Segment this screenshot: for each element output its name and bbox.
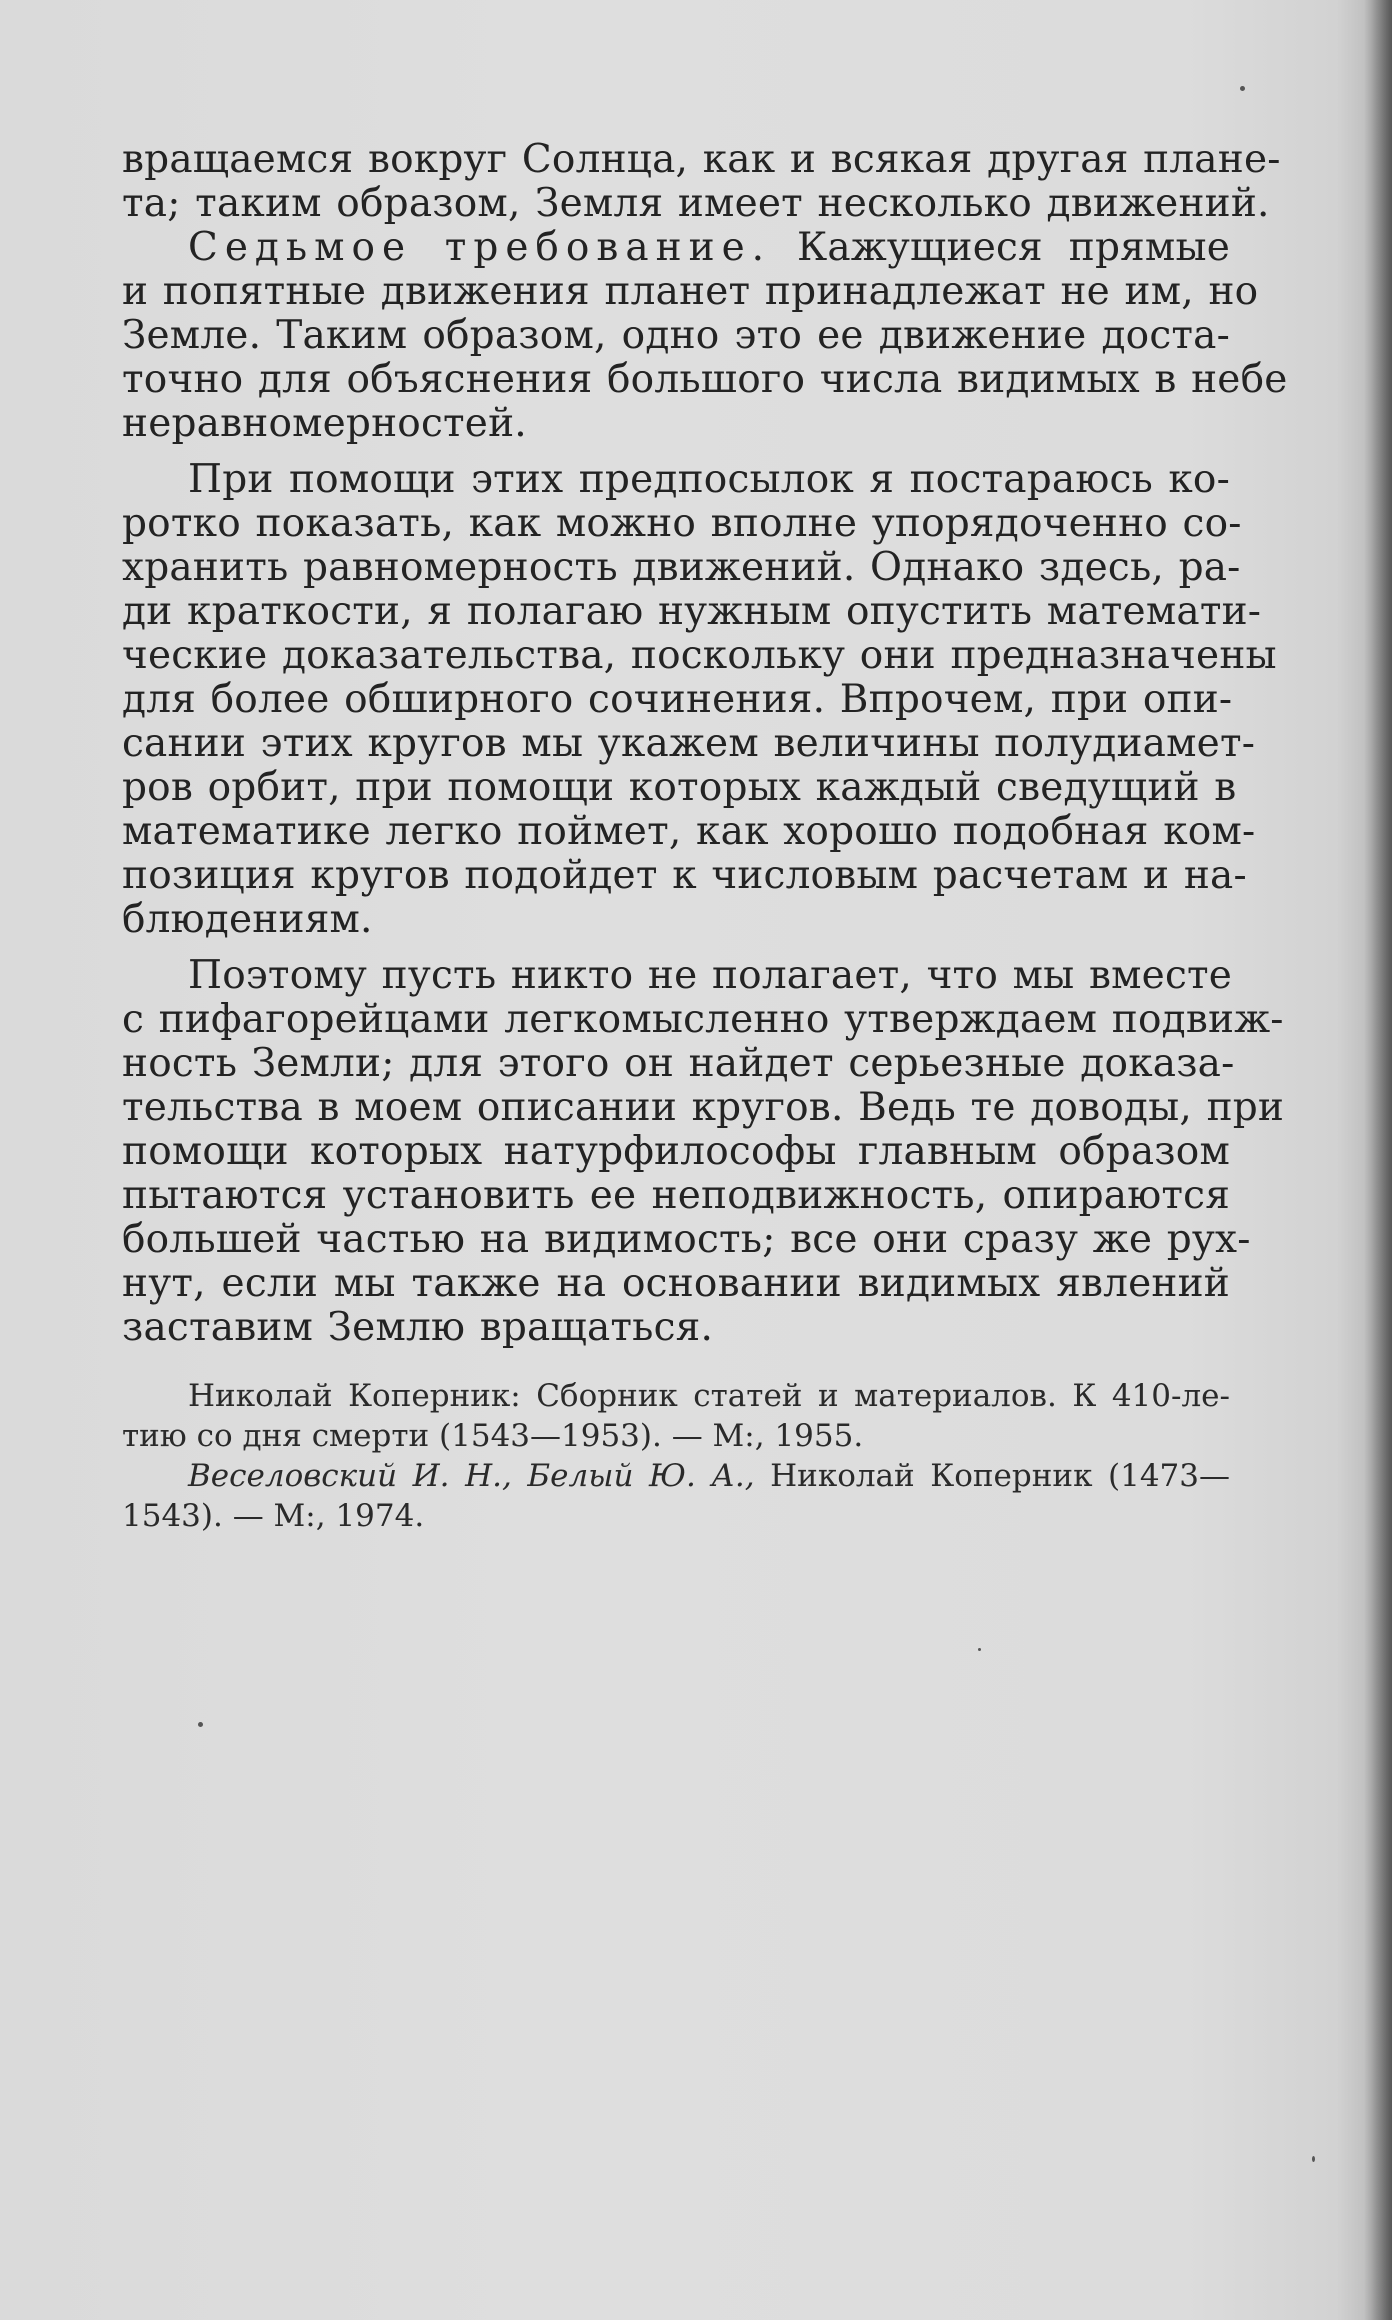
- text-line: ротко показать, как можно вполне упорядоченно со-: [122, 501, 1242, 546]
- text-line: блюдениям.: [122, 897, 373, 942]
- print-speck: [198, 1722, 203, 1727]
- text-line: сании этих кругов мы укажем величины полудиамет-: [122, 721, 1256, 766]
- text-line: ность Земли; для этого он найдет серьезные доказа-: [122, 1041, 1235, 1086]
- reference-2-line: 1543). — М:, 1974.: [122, 1498, 425, 1534]
- text-line: точно для объяснения большого числа видимых в небе: [122, 357, 1288, 402]
- page-edge-shadow: [1364, 0, 1392, 2320]
- text-line: [122, 226, 1230, 270]
- text-line: позиция кругов подойдет к числовым расчетам и на-: [122, 853, 1247, 898]
- print-speck: [1240, 86, 1245, 91]
- print-speck: [1312, 2156, 1315, 2162]
- text-line: хранить равномерность движений. Однако здесь, ра-: [122, 545, 1241, 590]
- spaced-heading: Седьмое требование.: [188, 225, 772, 270]
- text-line: и попятные движения планет принадлежат не им, но: [122, 269, 1259, 314]
- text-line: При помощи этих предпосылок я постараюсь ко-: [188, 457, 1230, 502]
- text-line: вращаемся вокруг Солнца, как и всякая другая плане-: [122, 137, 1281, 182]
- text-line: ров орбит, при помощи которых каждый сведущий в: [122, 765, 1237, 810]
- paragraph-4: [122, 953, 1285, 1350]
- text-line: помощи которых натурфилософы главным образом: [122, 1129, 1230, 1174]
- text-line: ческие доказательства, поскольку они предназначены: [122, 633, 1277, 678]
- reference-2-authors: Веселовский И. Н., Белый Ю. А.,: [188, 1458, 755, 1494]
- print-speck: [978, 1648, 981, 1651]
- text-line: Поэтому пусть никто не полагает, что мы вместе: [188, 953, 1233, 998]
- main-text: [122, 137, 1288, 1350]
- reference-1-line: тию со дня смерти (1543—1953). — М:, 1955.: [122, 1418, 864, 1454]
- text-line: ди краткости, я полагаю нужным опустить математи-: [122, 589, 1262, 634]
- text-line: Земле. Таким образом, одно это ее движение доста-: [122, 313, 1230, 358]
- paragraph-2: [122, 225, 1288, 446]
- text-line: для более обширного сочинения. Впрочем, при опи-: [122, 677, 1233, 722]
- references: [122, 1376, 1230, 1536]
- text-line: та; таким образом, Земля имеет несколько движений.: [122, 181, 1270, 226]
- text-line: заставим Землю вращаться.: [122, 1305, 714, 1350]
- paragraph-3: [122, 457, 1277, 942]
- text-line: большей частью на видимость; все они сразу же рух-: [122, 1217, 1251, 1262]
- heading-rest: Кажущиеся прямые: [797, 225, 1230, 270]
- text-line: нут, если мы также на основании видимых явлений: [122, 1261, 1230, 1306]
- paragraph-1: [122, 137, 1281, 226]
- reference-1-line: Николай Коперник: Сборник статей и материалов. К 410-ле-: [188, 1378, 1230, 1414]
- text-line: с пифагорейцами легкомысленно утверждаем подвиж-: [122, 997, 1284, 1042]
- text-line: математике легко поймет, как хорошо подобная ком-: [122, 809, 1256, 854]
- reference-2-title: Николай Коперник (1473—: [770, 1458, 1230, 1494]
- text-line: пытаются установить ее неподвижность, опираются: [122, 1173, 1230, 1218]
- text-line: тельства в моем описании кругов. Ведь те доводы, при: [122, 1085, 1285, 1130]
- reference-2-line: [122, 1456, 1230, 1496]
- text-line: неравномерностей.: [122, 401, 527, 446]
